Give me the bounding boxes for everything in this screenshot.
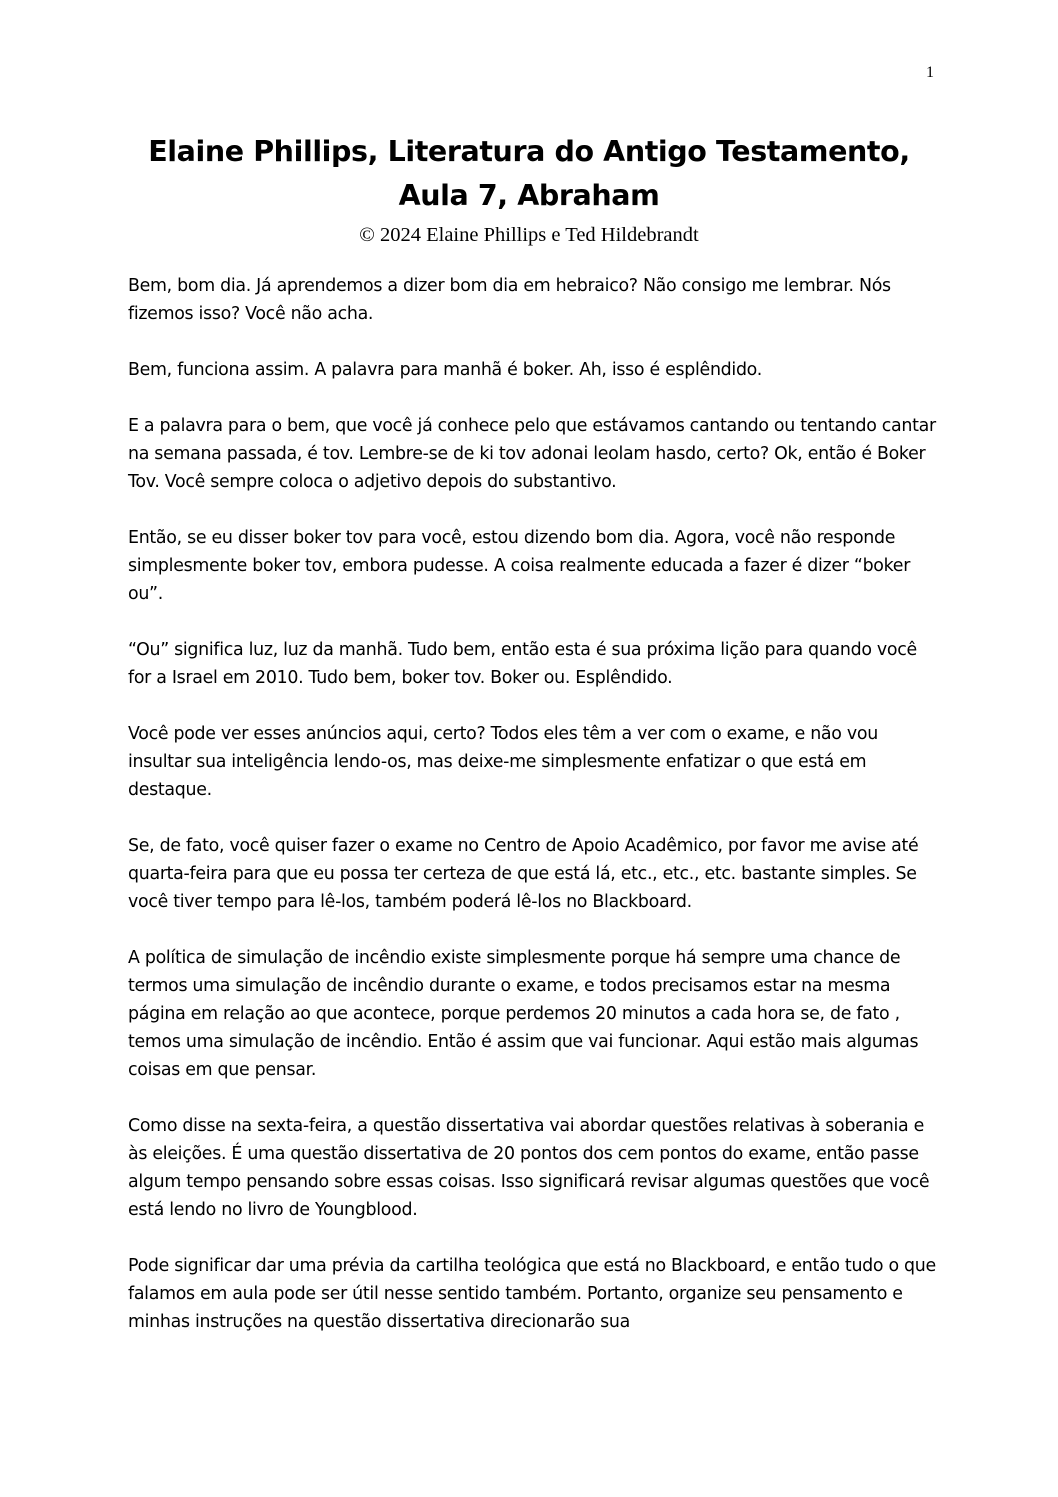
- document-body: [128, 272, 940, 1364]
- copyright-line: © 2024 Elaine Phillips e Ted Hildebrandt: [359, 224, 699, 246]
- paragraph-1: Bem, bom dia. Já aprendemos a dizer bom dia em hebraico? Não consigo me lembrar. Nós fizemos isso? Você não acha.: [128, 276, 891, 324]
- paragraph-3: E a palavra para o bem, que você já conhece pelo que estávamos cantando ou tentando cantar na semana passada, é tov. Lembre-se de ki tov adonai leolam hasdo, certo? Ok, então é Boker Tov. Você sempre coloca o adjetivo depois do substantivo.: [128, 416, 936, 492]
- paragraph-10: Pode significar dar uma prévia da cartilha teológica que está no Blackboard, e então tudo o que falamos em aula pode ser útil nesse sentido também. Portanto, organize seu pensamento e minhas instruções na questão dissertativa direcionarão sua: [128, 1256, 936, 1332]
- paragraph-2: Bem, funciona assim. A palavra para manhã é boker. Ah, isso é esplêndido.: [128, 360, 762, 380]
- paragraph-6: Você pode ver esses anúncios aqui, certo? Todos eles têm a ver com o exame, e não vou insultar sua inteligência lendo-os, mas deixe-me simplesmente enfatizar o que está em destaque.: [128, 724, 878, 800]
- title-line-2: Aula 7, Abraham: [398, 179, 660, 212]
- paragraph-5: “Ou” significa luz, luz da manhã. Tudo bem, então esta é sua próxima lição para quando você for a Israel em 2010. Tudo bem, boker tov. Boker ou. Esplêndido.: [128, 640, 917, 688]
- paragraph-7: Se, de fato, você quiser fazer o exame no Centro de Apoio Acadêmico, por favor me avise até quarta-feira para que eu possa ter certeza de que está lá, etc., etc., etc. bastante simples. Se você tiver tempo para lê-los, também poderá lê-los no Blackboard.: [128, 836, 919, 912]
- page-number: 1: [926, 64, 934, 81]
- paragraph-9: Como disse na sexta-feira, a questão dissertativa vai abordar questões relativas à soberania e às eleições. É uma questão dissertativa de 20 pontos dos cem pontos do exame, então passe algum tempo pensando sobre essas coisas. Isso significará revisar algumas questões que você está lendo no livro de Youngblood.: [128, 1116, 930, 1220]
- paragraph-4: Então, se eu disser boker tov para você, estou dizendo bom dia. Agora, você não responde simplesmente boker tov, embora pudesse. A coisa realmente educada a fazer é dizer “boker ou”.: [128, 528, 911, 604]
- document-title: [100, 130, 958, 218]
- title-line-1: Elaine Phillips, Literatura do Antigo Testamento,: [148, 135, 910, 168]
- paragraph-8: A política de simulação de incêndio existe simplesmente porque há sempre uma chance de termos uma simulação de incêndio durante o exame, e todos precisamos estar na mesma página em relação ao que acontece, porque perdemos 20 minutos a cada hora se, de fato , temos uma simulação de incêndio. Então é assim que vai funcionar. Aqui estão mais algumas coisas em que pensar.: [128, 948, 919, 1080]
